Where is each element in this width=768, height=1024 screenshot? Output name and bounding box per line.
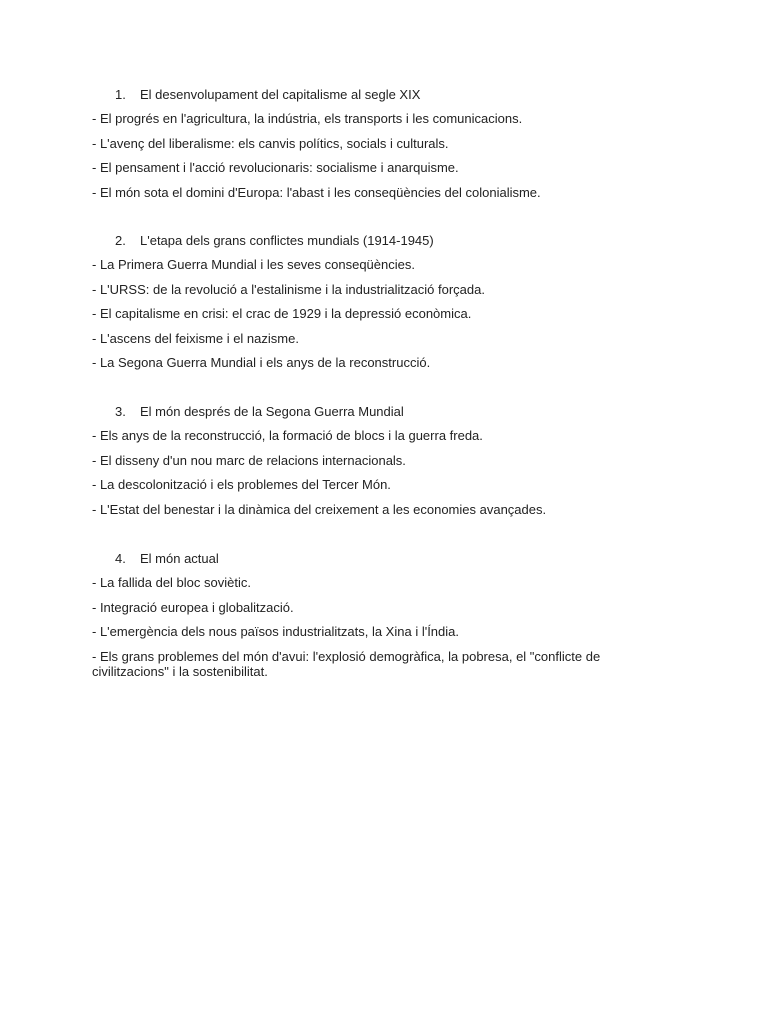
section-4 [92,551,652,679]
list-item: - L'Estat del benestar i la dinàmica del creixement a les economies avançades. [92,501,547,517]
list-item: - El món sota el domini d'Europa: l'abast i les conseqüències del colonialisme. [92,184,541,200]
list-item: - El pensament i l'acció revolucionaris: socialisme i anarquisme. [92,160,459,175]
list-item: - La fallida del bloc soviètic. [92,575,251,590]
section-number: 1. [115,87,126,102]
list-item: - Els anys de la reconstrucció, la formació de blocs i la guerra freda. [92,428,483,443]
section-number: 3. [115,404,126,419]
list-item: - El disseny d'un nou marc de relacions internacionals. [92,452,406,468]
list-item: - L'avenç del liberalisme: els canvis polítics, socials i culturals. [92,135,449,151]
section-1 [92,87,652,209]
list-item: - La descolonització i els problemes del Tercer Món. [92,477,391,492]
section-number: 4. [115,551,126,566]
section-2 [92,233,652,380]
list-item: - El progrés en l'agricultura, la indústria, els transports i les comunicacions. [92,111,523,126]
list-item: - L'ascens del feixisme i el nazisme. [92,330,299,346]
list-item: - Els grans problemes del món d'avui: l'explosió demogràfica, la pobresa, el "conflicte de civilitzacions" i la sostenibilitat. [92,648,601,679]
section-3 [92,404,652,526]
section-heading [92,404,652,428]
section-title: L'etapa dels grans conflictes mundials (1914-1945) [140,233,434,248]
section-title: El desenvolupament del capitalisme al segle XIX [140,87,421,102]
list-item: - La Primera Guerra Mundial i les seves conseqüències. [92,257,415,272]
list-item: - L'URSS: de la revolució a l'estalinisme i la industrialització forçada. [92,281,485,297]
section-heading [92,551,652,575]
section-number: 2. [115,233,126,248]
section-title: El món actual [140,551,219,566]
section-heading [92,87,652,111]
list-item: - Integració europea i globalització. [92,599,294,615]
list-item: - L'emergència dels nous països industrialitzats, la Xina i l'Índia. [92,624,459,639]
section-heading [92,233,652,257]
section-title: El món després de la Segona Guerra Mundial [140,404,404,419]
list-item: - La Segona Guerra Mundial i els anys de la reconstrucció. [92,355,431,370]
list-item: - El capitalisme en crisi: el crac de 1929 i la depressió econòmica. [92,306,472,321]
